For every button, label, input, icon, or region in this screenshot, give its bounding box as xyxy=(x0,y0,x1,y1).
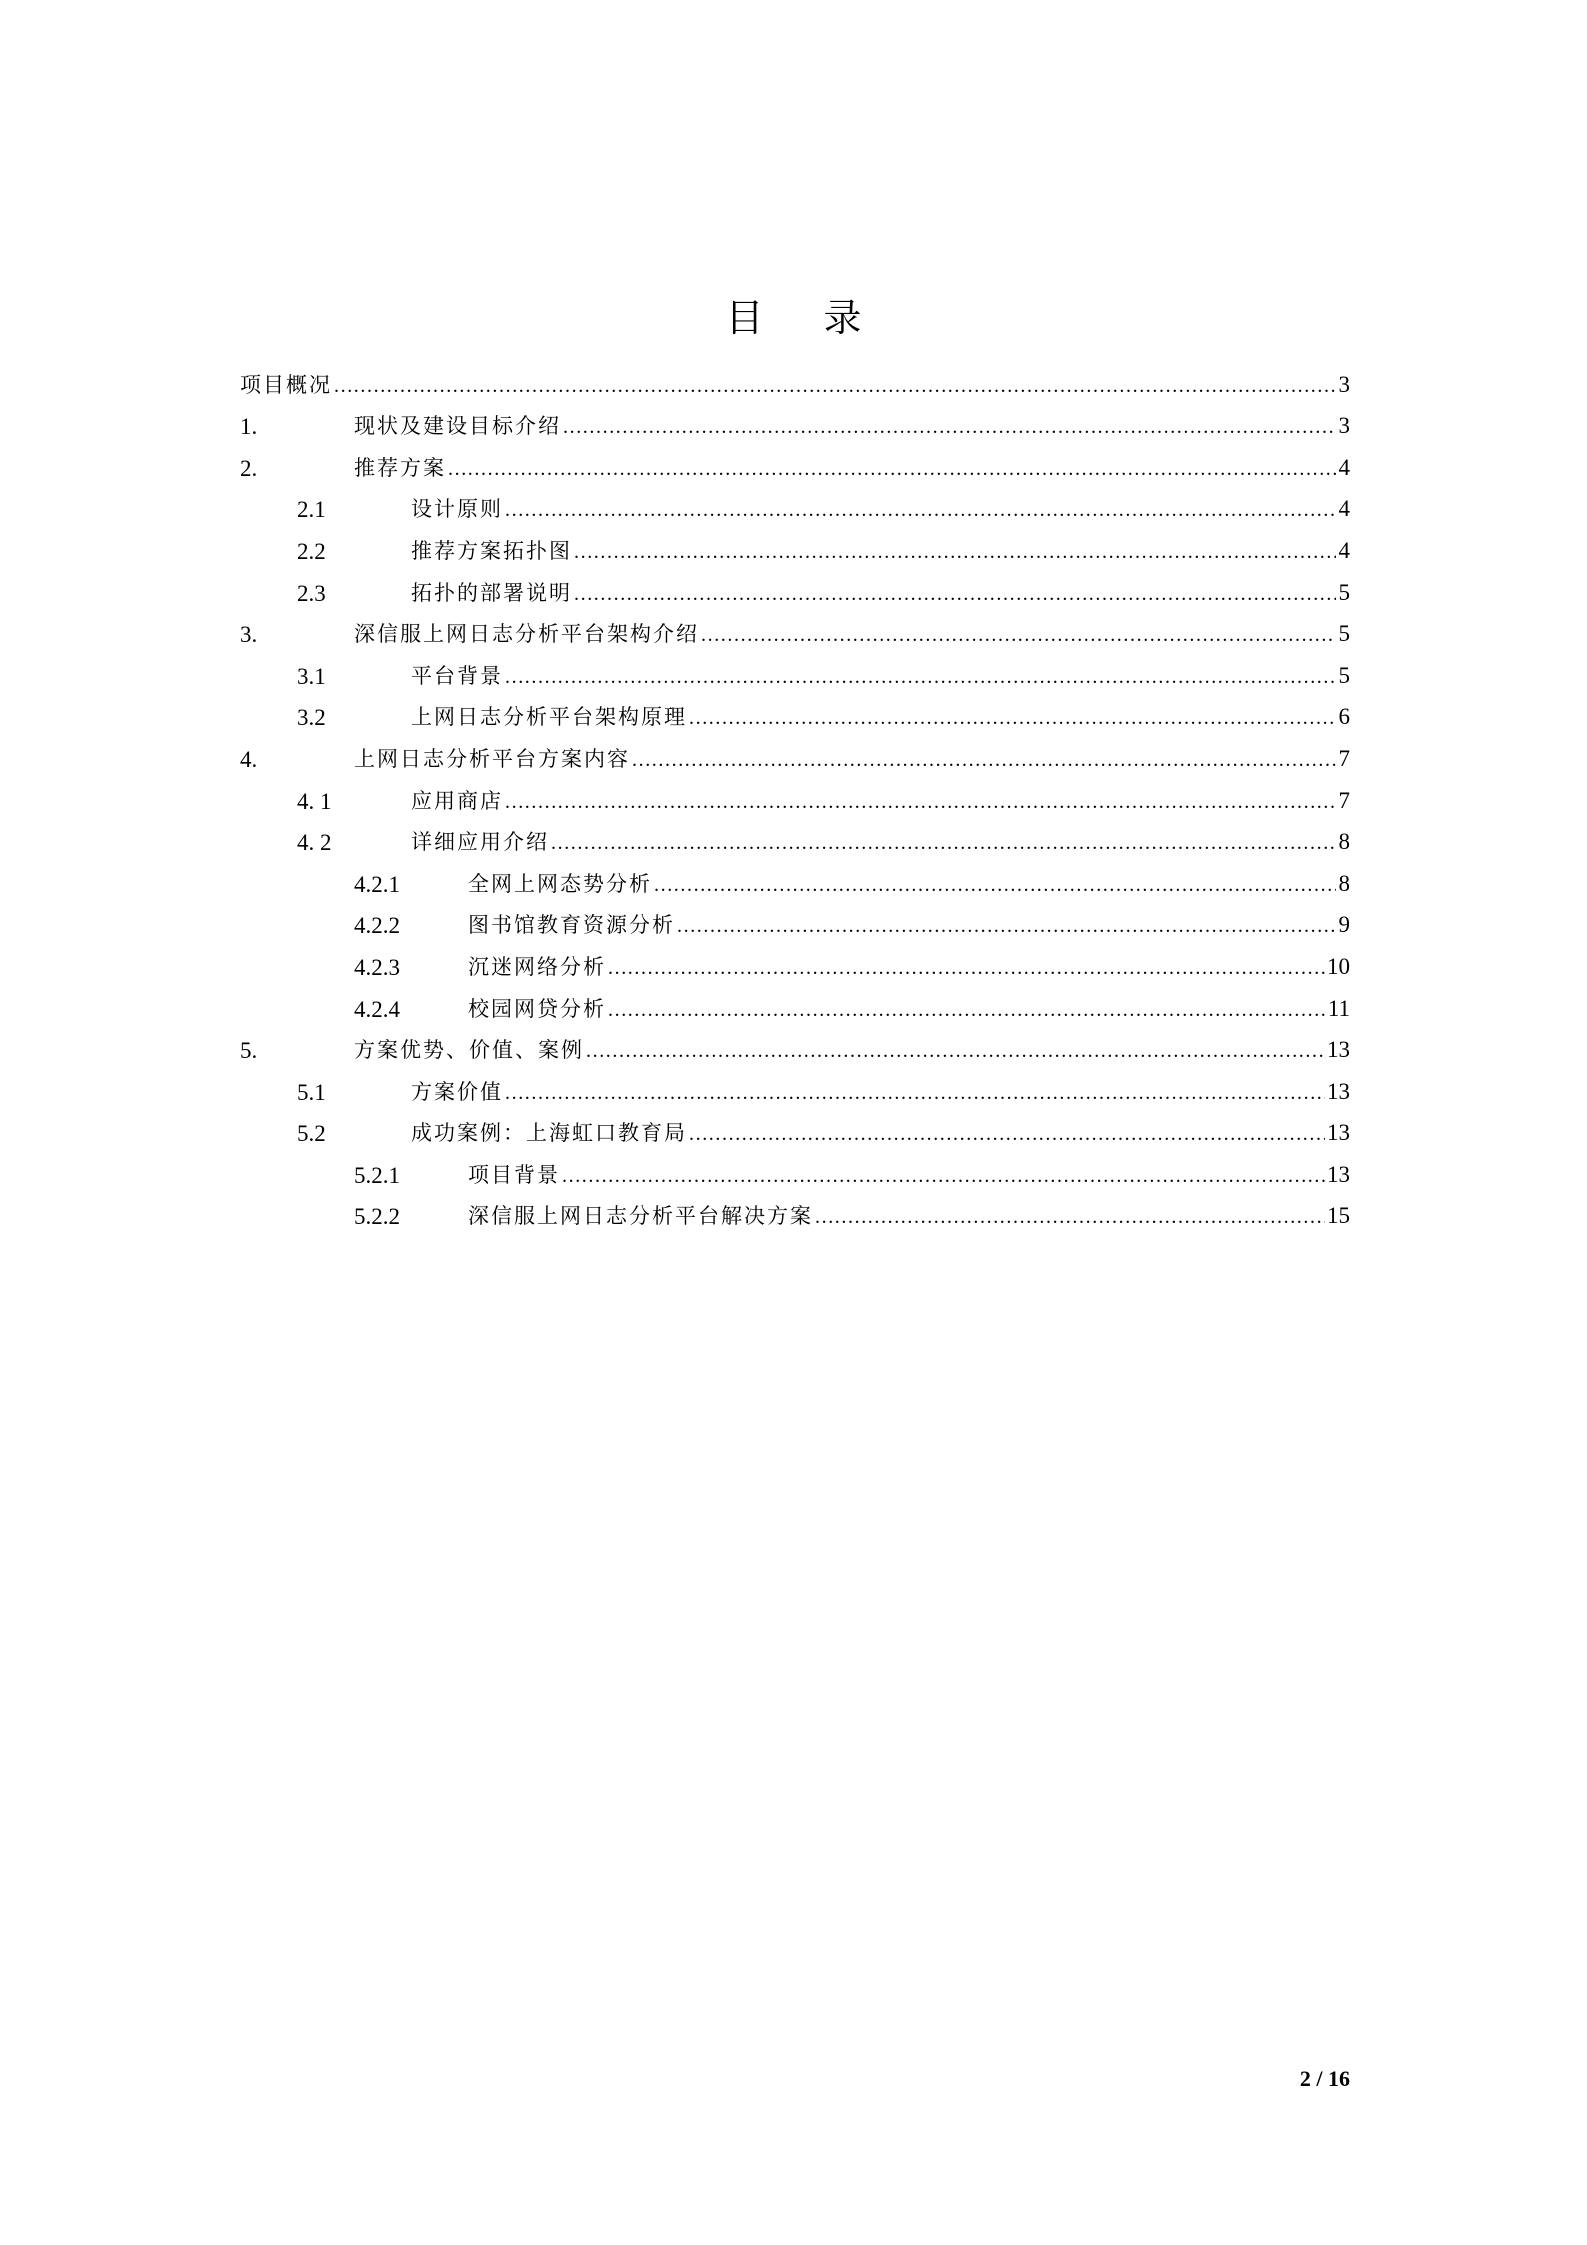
toc-entry-number: 2.1 xyxy=(297,497,326,523)
toc-entry-number: 1. xyxy=(240,414,258,440)
toc-entry-title[interactable]: 校园网贷分析 xyxy=(468,994,608,1024)
toc-entry-page[interactable]: 7 xyxy=(1338,745,1350,771)
toc-dot-leader xyxy=(562,1161,1325,1191)
toc-dot-leader xyxy=(505,662,1336,692)
toc-entry-number: 4.2.3 xyxy=(354,954,400,980)
toc-entry-number: 5.2.2 xyxy=(354,1204,400,1230)
toc-entry-title[interactable]: 方案价值 xyxy=(411,1077,505,1107)
toc-entry-page[interactable]: 13 xyxy=(1327,1120,1350,1146)
toc-dot-leader xyxy=(334,371,1336,401)
toc-entry[interactable] xyxy=(240,1071,1350,1113)
toc-dot-leader xyxy=(701,620,1336,650)
toc-entry-title[interactable]: 平台背景 xyxy=(411,661,505,691)
toc-dot-leader xyxy=(608,953,1325,983)
toc-entry[interactable] xyxy=(240,364,1350,406)
toc-entry-number: 2.3 xyxy=(297,580,326,606)
toc-entry-number: 4.2.4 xyxy=(354,996,400,1022)
toc-entry[interactable] xyxy=(240,822,1350,864)
toc-entry[interactable] xyxy=(240,905,1350,947)
toc-entry[interactable] xyxy=(240,447,1350,489)
toc-entry[interactable] xyxy=(240,1030,1350,1072)
toc-dot-leader xyxy=(632,745,1336,775)
toc-entry-page[interactable]: 4 xyxy=(1338,496,1350,522)
toc-entry-page[interactable]: 5 xyxy=(1338,662,1350,688)
toc-entry[interactable] xyxy=(240,655,1350,697)
toc-entry-page[interactable]: 8 xyxy=(1338,870,1350,896)
toc-entry-page[interactable]: 4 xyxy=(1338,454,1350,480)
toc-entry-page[interactable]: 11 xyxy=(1327,995,1350,1021)
toc-entry-number: 3.2 xyxy=(297,705,326,731)
toc-entry-page[interactable]: 9 xyxy=(1338,912,1350,938)
toc-dot-leader xyxy=(689,1119,1325,1149)
toc-entry-title[interactable]: 全网上网态势分析 xyxy=(468,869,654,899)
toc-entry-page[interactable]: 15 xyxy=(1327,1203,1350,1229)
toc-entry-number: 4.2.2 xyxy=(354,913,400,939)
toc-entry-number: 2. xyxy=(240,455,258,481)
toc-dot-leader xyxy=(574,537,1336,567)
toc-entry[interactable] xyxy=(240,489,1350,531)
toc-entry-number: 3.1 xyxy=(297,663,326,689)
toc-entry[interactable] xyxy=(240,697,1350,739)
toc-entry-number: 5.2.1 xyxy=(354,1162,400,1188)
toc-entry-number: 4.2.1 xyxy=(354,871,400,897)
toc-entry-page[interactable]: 13 xyxy=(1327,1078,1350,1104)
toc-entry-title[interactable]: 推荐方案拓扑图 xyxy=(411,536,574,566)
toc-entry-title[interactable]: 项目概况 xyxy=(240,370,334,400)
toc-dot-leader xyxy=(505,1078,1325,1108)
toc-entry-title[interactable]: 沉迷网络分析 xyxy=(468,952,608,982)
toc-dot-leader xyxy=(505,787,1336,817)
toc-entry-number: 4. xyxy=(240,746,258,772)
toc-entry-page[interactable]: 5 xyxy=(1338,579,1350,605)
toc-entry-page[interactable]: 3 xyxy=(1338,413,1350,439)
toc-dot-leader xyxy=(563,412,1336,442)
toc-entry-number: 3. xyxy=(240,622,258,648)
toc-entry[interactable] xyxy=(240,1113,1350,1155)
toc-entry[interactable] xyxy=(240,988,1350,1030)
toc-entry-title[interactable]: 拓扑的部署说明 xyxy=(411,578,574,608)
toc-dot-leader xyxy=(689,703,1336,733)
toc-entry-number: 5. xyxy=(240,1038,258,1064)
toc-entry-number: 4. 1 xyxy=(297,788,332,814)
toc-entry-page[interactable]: 5 xyxy=(1338,621,1350,647)
toc-entry-title[interactable]: 应用商店 xyxy=(411,786,505,816)
toc-entry[interactable] xyxy=(240,1196,1350,1238)
toc-entry-page[interactable]: 6 xyxy=(1338,704,1350,730)
toc-entry-title[interactable]: 项目背景 xyxy=(468,1160,562,1190)
table-of-contents xyxy=(240,364,1350,1237)
toc-entry[interactable] xyxy=(240,1154,1350,1196)
toc-entry-page[interactable]: 8 xyxy=(1338,829,1350,855)
toc-entry-number: 4. 2 xyxy=(297,830,332,856)
toc-entry-title[interactable]: 深信服上网日志分析平台解决方案 xyxy=(468,1201,815,1231)
toc-entry-page[interactable]: 7 xyxy=(1338,787,1350,813)
toc-entry-page[interactable]: 13 xyxy=(1327,1161,1350,1187)
toc-entry-title[interactable]: 现状及建设目标介绍 xyxy=(354,411,563,441)
toc-dot-leader xyxy=(551,828,1336,858)
toc-entry-page[interactable]: 4 xyxy=(1338,537,1350,563)
toc-entry-title[interactable]: 上网日志分析平台方案内容 xyxy=(354,744,632,774)
toc-entry-title[interactable]: 推荐方案 xyxy=(354,453,448,483)
toc-entry-title[interactable]: 详细应用介绍 xyxy=(411,827,551,857)
toc-entry[interactable] xyxy=(240,614,1350,656)
toc-entry[interactable] xyxy=(240,572,1350,614)
toc-dot-leader xyxy=(608,995,1326,1025)
toc-entry-number: 2.2 xyxy=(297,538,326,564)
toc-entry-number: 5.1 xyxy=(297,1079,326,1105)
toc-entry[interactable] xyxy=(240,406,1350,448)
page-title: 目 录 xyxy=(725,296,886,340)
toc-entry[interactable] xyxy=(240,780,1350,822)
toc-dot-leader xyxy=(448,454,1336,484)
toc-entry[interactable] xyxy=(240,530,1350,572)
toc-entry[interactable] xyxy=(240,946,1350,988)
toc-entry-title[interactable]: 上网日志分析平台架构原理 xyxy=(411,702,689,732)
toc-entry[interactable] xyxy=(240,738,1350,780)
toc-entry-title[interactable]: 图书馆教育资源分析 xyxy=(468,910,677,940)
toc-entry-page[interactable]: 13 xyxy=(1327,1037,1350,1063)
toc-dot-leader xyxy=(586,1036,1325,1066)
toc-entry-title[interactable]: 成功案例：上海虹口教育局 xyxy=(411,1118,689,1148)
toc-entry[interactable] xyxy=(240,863,1350,905)
toc-entry-number: 5.2 xyxy=(297,1121,326,1147)
toc-dot-leader xyxy=(654,870,1336,900)
toc-dot-leader xyxy=(677,911,1336,941)
toc-entry-title[interactable]: 设计原则 xyxy=(411,494,505,524)
toc-dot-leader xyxy=(574,579,1336,609)
toc-entry-page[interactable]: 3 xyxy=(1338,371,1350,397)
toc-entry-title[interactable]: 方案优势、价值、案例 xyxy=(354,1035,586,1065)
toc-dot-leader xyxy=(815,1202,1325,1232)
toc-entry-title[interactable]: 深信服上网日志分析平台架构介绍 xyxy=(354,619,701,649)
page-number-footer: 2 / 16 xyxy=(1299,2066,1350,2091)
toc-entry-page[interactable]: 10 xyxy=(1327,953,1350,979)
toc-dot-leader xyxy=(505,495,1336,525)
